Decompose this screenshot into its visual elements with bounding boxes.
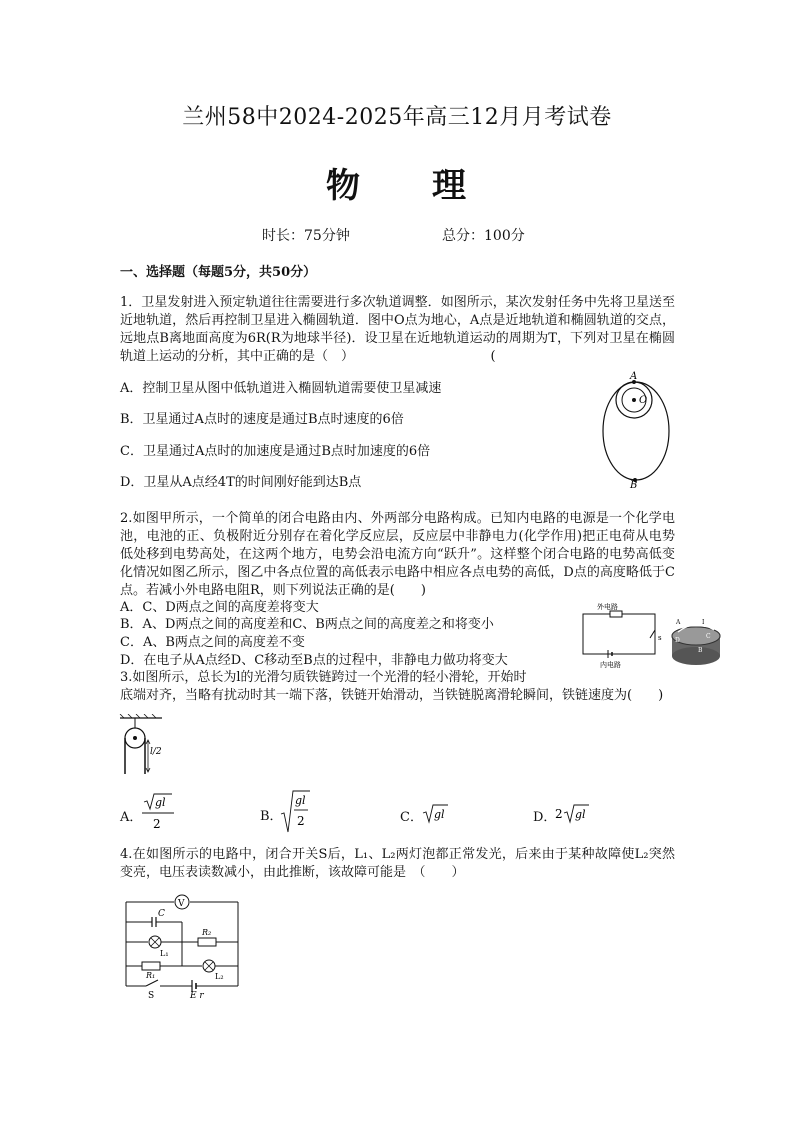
svg-text:I: I bbox=[702, 619, 705, 626]
svg-text:2: 2 bbox=[153, 817, 161, 831]
q2-option-d: D．在电子从A点经D、C移动至B点的过程中，非静电力做功将变大 bbox=[120, 653, 508, 668]
q2-option-a: A．C、D两点之间的高度差将变大 bbox=[120, 600, 319, 615]
q3-pulley-figure bbox=[118, 714, 174, 776]
q4-capacitor-label: C bbox=[158, 909, 165, 919]
q3-stem-line2: 底端对齐，当略有扰动时其一端下落，铁链开始滑动，当铁链脱离滑轮瞬间，铁链速度为( ) bbox=[120, 688, 664, 703]
svg-text:C: C bbox=[706, 633, 711, 640]
q3-stem-line1: 3.如图所示，总长为l的光滑匀质铁链跨过一个光滑的轻小滑轮，开始时 bbox=[120, 670, 527, 685]
q2-outer-label: 外电路 bbox=[597, 603, 618, 611]
q4-l2-label: L₂ bbox=[215, 972, 224, 981]
q4-voltmeter-label: V bbox=[178, 899, 185, 909]
exam-total-score: 总分：100分 bbox=[442, 228, 525, 244]
subject-title bbox=[0, 158, 794, 207]
svg-text:2: 2 bbox=[297, 814, 305, 828]
q3-option-b-letter: B． bbox=[260, 809, 283, 824]
exam-duration: 时长：75分钟 bbox=[262, 228, 350, 244]
q4-r1-label: R₁ bbox=[146, 971, 156, 980]
q1-stem: 1．卫星发射进入预定轨道往往需要进行多次轨道调整．如图所示，某次发射任务中先将卫星送至近地轨道，然后再控制卫星进入椭圆轨道．图中O点为地心，A点是近地轨道和椭圆轨道的交点，远地点B离地面高度为6R(R为地球半径)．设卫星在近地轨道运动的周期为T，下列对卫星在椭圆轨道上运动的分析，其中正确的是（ ） ( bbox=[120, 295, 675, 364]
subject-char-2: 理 bbox=[432, 166, 468, 206]
q3-option-a-formula bbox=[142, 793, 182, 833]
q4-source-label: E r bbox=[190, 991, 204, 1000]
q1-label-a: A bbox=[630, 371, 638, 382]
q3-option-d-formula bbox=[555, 803, 595, 825]
svg-text:2: 2 bbox=[555, 807, 563, 821]
svg-text:gl: gl bbox=[295, 794, 306, 807]
q2-switch-label: s bbox=[658, 634, 662, 642]
q3-option-c-formula bbox=[422, 803, 452, 825]
svg-text:D: D bbox=[675, 637, 680, 644]
q3-option-d bbox=[533, 803, 603, 825]
q2-circuit-figure bbox=[578, 600, 724, 668]
subject-char-1: 物 bbox=[326, 166, 362, 206]
q1-option-a: A．控制卫星从图中低轨道进入椭圆轨道需要使卫星减速 bbox=[120, 381, 442, 396]
q1-option-b: B．卫星通过A点时的速度是通过B点时速度的6倍 bbox=[120, 412, 404, 427]
q1-option-c: C．卫星通过A点时的加速度是通过B点时加速度的6倍 bbox=[120, 444, 431, 459]
q3-option-b bbox=[260, 790, 330, 834]
svg-text:gl: gl bbox=[434, 808, 445, 821]
q1-option-d: D．卫星从A点经4T的时间刚好能到达B点 bbox=[120, 475, 362, 490]
q1-orbit-figure bbox=[594, 366, 684, 488]
q3-option-c bbox=[400, 803, 470, 825]
q3-option-a-letter: A． bbox=[120, 810, 143, 825]
q2-option-b: B．A、D两点之间的高度差和C、B两点之间的高度差之和将变小 bbox=[120, 617, 494, 632]
q4-circuit-figure bbox=[118, 890, 242, 1000]
q4-r2-label: R₂ bbox=[202, 928, 212, 937]
section-heading: 一、选择题（每题5分，共50分） bbox=[120, 265, 317, 280]
q2-inner-label: 内电路 bbox=[600, 661, 621, 668]
svg-text:gl: gl bbox=[575, 808, 586, 821]
svg-text:gl: gl bbox=[155, 796, 166, 809]
q3-option-a bbox=[120, 793, 190, 833]
q4-stem: 4.在如图所示的电路中，闭合开关S后，L₁、L₂两灯泡都正常发光，后来由于某种故障使L₂突然变亮，电压表读数减小，由此推断，该故障可能是 （ ） bbox=[120, 847, 675, 880]
q1-label-o: O bbox=[639, 395, 648, 406]
q1-label-b: B bbox=[630, 480, 638, 488]
q4-l1-label: L₁ bbox=[160, 949, 169, 958]
q3-option-d-letter: D． bbox=[533, 810, 557, 825]
q2-stem: 2.如图甲所示，一个简单的闭合电路由内、外两部分电路构成。已知内电路的电源是一个化学电池，电池的正、负极附近分别存在着化学反应层，反应层中非静电力(化学作用)把正电荷从电势低处移到电势高处，在这两个地方，电势会沿电流方向“跃升”。这样整个闭合电路的电势高低变化情况如图乙所示，图乙中各点位置的高低表示电路中相应各点电势的高低，D点的高度略低于C点。若减小外电路电阻R，则下列说法正确的是( ) bbox=[120, 511, 675, 598]
svg-text:B: B bbox=[698, 647, 703, 654]
svg-text:A: A bbox=[676, 619, 681, 626]
q3-option-c-letter: C． bbox=[400, 810, 423, 825]
q2-option-c: C．A、B两点之间的高度差不变 bbox=[120, 635, 305, 650]
q3-option-b-formula bbox=[280, 790, 314, 834]
q3-length-label: l/2 bbox=[150, 747, 162, 757]
q4-switch-label: S bbox=[148, 991, 155, 1000]
exam-title: 兰州58中2024-2025年高三12月月考试卷 bbox=[182, 105, 612, 130]
